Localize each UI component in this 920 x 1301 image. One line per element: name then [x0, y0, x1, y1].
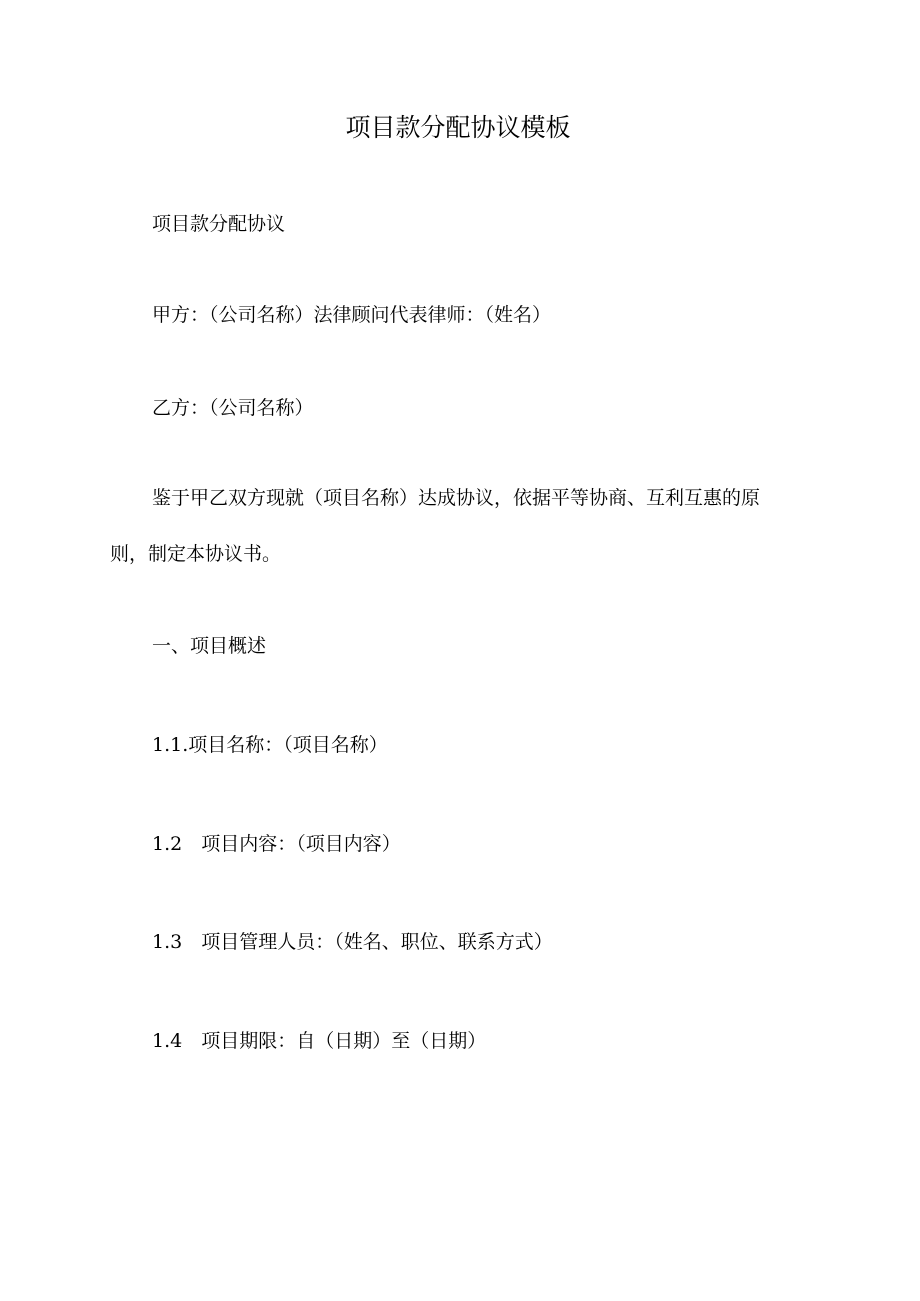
party-a-line: 甲方：（公司名称）法律顾问代表律师：（姓名）: [152, 304, 552, 326]
item-1-3: 1.3 项目管理人员：（姓名、职位、联系方式）: [152, 931, 553, 953]
document-title: 项目款分配协议模板: [345, 113, 571, 142]
item-1-1: 1.1.项目名称：（项目名称）: [152, 734, 388, 756]
section-1-heading: 一、项目概述: [152, 635, 267, 657]
preamble-line-1: 鉴于甲乙双方现就（项目名称）达成协议，依据平等协商、互利互惠的原: [152, 487, 761, 509]
item-1-4: 1.4 项目期限：自（日期）至（日期）: [152, 1030, 487, 1052]
preamble-line-2: 则，制定本协议书。: [110, 543, 282, 565]
agreement-name: 项目款分配协议: [152, 213, 286, 235]
party-b-line: 乙方：（公司名称）: [152, 397, 314, 419]
item-1-2: 1.2 项目内容：（项目内容）: [152, 833, 401, 855]
